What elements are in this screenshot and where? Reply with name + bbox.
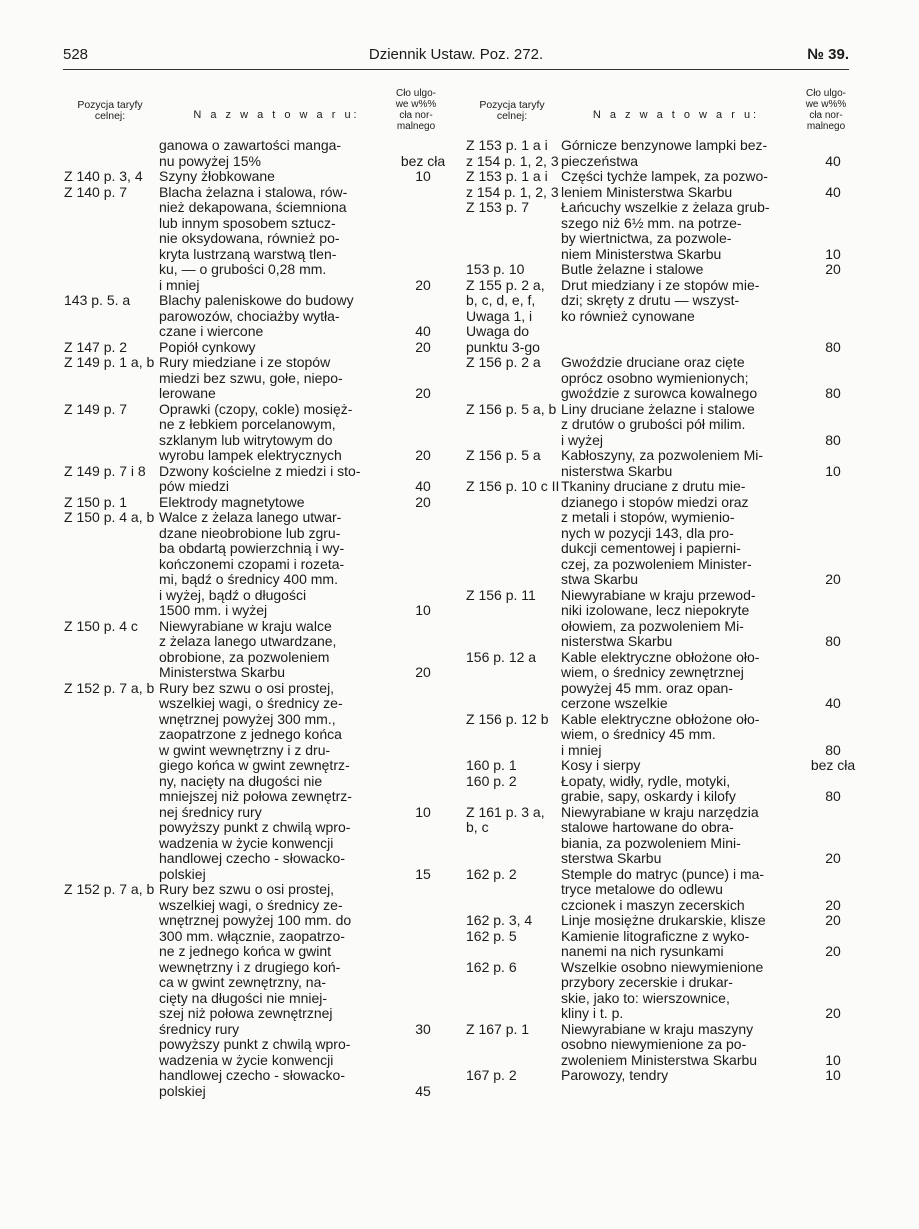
duty-rate: 80 <box>825 385 841 401</box>
duty-rate: 20 <box>825 571 841 587</box>
duty-rate: 20 <box>825 850 841 866</box>
tariff-entry <box>466 200 856 262</box>
tariff-entry <box>466 138 856 169</box>
tariff-position: Z 150 p. 1 <box>64 493 128 510</box>
tariff-position: Z 149 p. 1 a, b <box>64 354 155 370</box>
duty-rate: 30 <box>415 1020 431 1037</box>
goods-name: ganowa o zawartości manga- nu powyżej 15% <box>159 137 342 169</box>
tariff-entry <box>64 681 446 821</box>
tariff-position: Z 156 p. 10 c II <box>466 478 560 494</box>
goods-name: Blachy paleniskowe do budowy parowozów, chociażby wytła- czane i wiercone <box>159 292 354 339</box>
left-column-header <box>64 88 446 138</box>
goods-name: Kable elektryczne obłożone oło- wiem, o średnicy 45 mm. i mniej <box>561 710 760 758</box>
tariff-entry <box>466 712 856 759</box>
tariff-entry <box>64 402 446 464</box>
goods-name: Parowozy, tendry <box>561 1067 669 1083</box>
tariff-position: Z 167 p. 1 <box>466 1020 530 1037</box>
goods-name: Rury miedziane i ze stopów miedzi bez szwu, gołe, niepo- lerowane <box>159 354 343 401</box>
tariff-position: Z 149 p. 7 i 8 <box>64 462 146 479</box>
position-header: Pozycja taryfy celnej: <box>77 99 143 122</box>
tariff-entry <box>64 619 446 681</box>
duty-rate: 20 <box>415 276 431 293</box>
goods-name: Rury bez szwu o osi prostej, wszelkiej wagi, o średnicy ze- wnętrznej powyżej 300 mm., zaopatrzone z jednego końca w gwint wewnętrzny i z dru- giego końca w gwint zewnętrz- ny, nacięty na długości nie mniejszej niż połowa zewnętrz- nej średnicy rury <box>159 679 352 820</box>
right-entries <box>466 138 856 1084</box>
duty-rate: 20 <box>415 664 431 680</box>
page-number: 528 <box>63 46 89 63</box>
tariff-entry <box>64 882 446 1037</box>
duty-rate: 40 <box>415 323 431 339</box>
goods-name: Części tychże lampek, za pozwo- leniem Ministerstwa Skarbu <box>561 168 768 200</box>
duty-rate: 20 <box>415 385 431 401</box>
tariff-position: Z 150 p. 4 a, b <box>64 509 155 525</box>
duty-rate: 10 <box>415 803 431 820</box>
goods-name: Drut miedziany i ze stopów mie- dzi; skręty z drutu — wszyst- ko również cynowane <box>561 276 760 324</box>
duty-rate: 40 <box>825 695 841 711</box>
tariff-position: Z 161 p. 3 a, b, c <box>466 803 545 835</box>
tariff-entry <box>466 805 856 867</box>
duty-rate: bez cła <box>810 757 856 773</box>
goods-name: Kosy i sierpy <box>561 757 641 773</box>
tariff-position: Z 156 p. 5 a, b <box>466 400 557 417</box>
goods-name: Kamienie litograficzne z wyko- nanemi na nich rysunkami <box>561 927 750 959</box>
goods-name: Kable elektryczne obłożone oło- wiem, o średnicy zewnętrznej powyżej 45 mm. oraz opan- cerzone wszelkie <box>561 648 760 711</box>
tariff-position: 160 p. 1 <box>466 757 517 773</box>
tariff-entry <box>64 1037 446 1099</box>
tariff-position: Z 147 p. 2 <box>64 338 128 355</box>
duty-rate: 10 <box>825 1051 841 1068</box>
name-header: N a z w a t o w a r u: <box>592 109 760 121</box>
tariff-position: Z 153 p. 1 a i z 154 p. 1, 2, 3 <box>466 168 559 200</box>
goods-name: Tkaniny druciane z drutu mie- dzianego i stopów miedzi oraz z metali i stopów, wymienio- nych w pozycji 143, dla pro- dukcji cementowej i papierni- czej, za pozwoleniem Minister- stwa Skarbu <box>561 478 752 587</box>
duty-rate: 20 <box>415 338 431 355</box>
goods-name: Liny druciane żelazne i stalowe z drutów o grubości pół milim. i wyżej <box>561 400 755 448</box>
tariff-position: Z 140 p. 7 <box>64 183 128 200</box>
tariff-position: Z 156 p. 11 <box>466 586 536 603</box>
tariff-entry <box>466 588 856 650</box>
goods-name: Gwoździe druciane oraz cięte oprócz osobno wymienionych; gwoździe z surowca kowalnego <box>561 354 758 401</box>
goods-name: powyższy punkt z chwilą wpro- wadzenia w życie konwencji handlowej czecho - słowacko- polskiej <box>159 1036 351 1099</box>
duty-rate: 20 <box>825 896 841 913</box>
tariff-position: 160 p. 2 <box>466 772 517 789</box>
duty-rate: 40 <box>825 183 841 200</box>
tariff-entry <box>466 774 856 805</box>
left-column <box>64 88 446 1099</box>
duty-rate: 10 <box>825 462 841 479</box>
tariff-entry <box>64 169 446 185</box>
goods-name: Walce z żelaza lanego utwar- dzane nieobrobione lub zgru- ba obdartą powierzchnią i wy- kończonemi czopami i rozeta- mi, bądź o średnicy 400 mm. i wyżej, bądź o długości 1500 mm. i wyżej <box>159 509 345 618</box>
tariff-entry <box>64 510 446 619</box>
tariff-entry <box>466 278 856 356</box>
tariff-entry <box>466 402 856 449</box>
tariff-position: 156 p. 12 a <box>466 648 537 665</box>
duty-rate: 10 <box>825 1067 841 1083</box>
goods-name: Blacha żelazna i stalowa, rów- nież dekapowana, ściemniona lub innym sposobem sztucz- nie oksydowana, również po- kryta lustrzaną warstwą tlen- ku, — o grubości 0,28 mm. i mniej <box>159 183 348 293</box>
goods-name: Wszelkie osobno niewymienione przybory zecerskie i drukar- skie, jako to: wierszownice, kliny i t. p. <box>561 958 764 1021</box>
tariff-entry <box>466 169 856 200</box>
goods-name: Niewyrabiane w kraju narzędzia stalowe hartowane do obra- biania, za pozwoleniem Mini- sterstwa Skarbu <box>561 803 759 866</box>
page-header <box>63 46 849 66</box>
duty-rate: 40 <box>415 478 431 494</box>
tariff-position: 162 p. 5 <box>466 927 517 944</box>
goods-name: Butle żelazne i stalowe <box>561 261 704 277</box>
tariff-entry <box>466 650 856 712</box>
goods-name: Dzwony kościelne z miedzi i sto- pów miedzi <box>159 462 361 494</box>
duty-rate: 20 <box>415 447 431 463</box>
goods-name: Popiół cynkowy <box>159 338 256 355</box>
tariff-entry <box>466 1068 856 1084</box>
goods-name: Górnicze benzynowe lampki bez- pieczeństwa <box>561 137 768 169</box>
duty-rate: 10 <box>415 602 431 618</box>
tariff-entry <box>466 355 856 402</box>
duty-rate: 80 <box>825 338 841 355</box>
tariff-entry <box>64 185 446 294</box>
journal-title: Dziennik Ustaw. Poz. 272. <box>368 46 544 63</box>
position-header: Pozycja taryfy celnej: <box>479 99 545 122</box>
duty-rate: 20 <box>825 943 841 959</box>
tariff-position <box>64 138 159 169</box>
duty-rate: 80 <box>825 431 841 448</box>
tariff-position: 162 p. 3, 4 <box>466 912 533 928</box>
tariff-entry <box>64 495 446 511</box>
tariff-position: Z 140 p. 3, 4 <box>64 168 143 184</box>
tariff-position: Z 156 p. 2 a <box>466 354 541 370</box>
goods-name: powyższy punkt z chwilą wpro- wadzenia w życie konwencji handlowej czecho - słowacko- polskiej <box>159 819 351 882</box>
goods-name: Oprawki (czopy, cokle) mosięż- ne z łebkiem porcelanowym, szklanym lub witrytowym do wyrobu lampek elektrycznych <box>159 400 353 463</box>
tariff-position: Z 149 p. 7 <box>64 400 128 417</box>
goods-name: Łopaty, widły, rydle, motyki, grabie, sapy, oskardy i kilofy <box>561 772 736 804</box>
tariff-entry <box>64 340 446 356</box>
tariff-entry <box>466 1022 856 1069</box>
tariff-entry <box>64 138 446 169</box>
tariff-entry <box>466 262 856 278</box>
tariff-entry <box>64 355 446 402</box>
right-column-header <box>466 88 856 138</box>
tariff-position <box>64 1037 159 1099</box>
tariff-position: Z 156 p. 5 a <box>466 447 541 463</box>
rate-header: Cło ulgo- we w%% cła nor- malnego <box>395 88 437 132</box>
tariff-position: Z 150 p. 4 c <box>64 617 138 634</box>
duty-rate: 10 <box>415 168 431 184</box>
left-entries <box>64 138 446 1099</box>
duty-rate: 80 <box>825 633 841 649</box>
tariff-entry <box>64 293 446 340</box>
tariff-position: 143 p. 5. a <box>64 292 131 308</box>
goods-name: Niewyrabiane w kraju przewod- niki izolowane, lecz niepokryte ołowiem, za pozwoleniem Mi- nisterstwa Skarbu <box>561 586 756 649</box>
tariff-position: Z 156 p. 12 b <box>466 710 549 727</box>
tariff-position: Z 153 p. 1 a i z 154 p. 1, 2, 3 <box>466 137 559 169</box>
goods-name: Łańcuchy wszelkie z żelaza grub- szego niż 6½ mm. na potrze- by wiertnictwa, za pozwole- niem Ministerstwa Skarbu <box>561 199 770 262</box>
rate-header: Cło ulgo- we w%% cła nor- malnego <box>805 88 847 132</box>
goods-name: Niewyrabiane w kraju maszyny osobno niewymienione za po- zwoleniem Ministerstwa Skarbu <box>561 1020 758 1068</box>
goods-name: Elektrody magnetytowe <box>159 493 305 510</box>
tariff-entry <box>466 448 856 479</box>
tariff-position: Z 152 p. 7 a, b <box>64 679 155 696</box>
duty-rate: 15 <box>415 865 431 882</box>
tariff-position: Z 155 p. 2 a, b, c, d, e, f, Uwaga 1, i Uwaga do punktu 3-go <box>466 276 545 355</box>
duty-rate: 20 <box>825 1005 841 1021</box>
tariff-entry <box>466 758 856 774</box>
goods-name: Niewyrabiane w kraju walce z żelaza lanego utwardzane, obrobione, za pozwoleniem Ministerstwa Skarbu <box>159 617 337 680</box>
goods-name: Szyny żłobkowane <box>159 168 275 184</box>
issue-number: № 39. <box>807 46 849 63</box>
duty-rate: bez cła <box>400 152 446 169</box>
goods-name: Kabłoszyny, za pozwoleniem Mi- nisterstwa Skarbu <box>561 447 764 479</box>
tariff-entry <box>466 929 856 960</box>
duty-rate: 80 <box>825 788 841 804</box>
duty-rate: 20 <box>415 493 431 510</box>
tariff-entry <box>466 913 856 929</box>
duty-rate: 10 <box>825 245 841 262</box>
tariff-entry <box>466 479 856 588</box>
duty-rate: 20 <box>825 912 841 928</box>
tariff-position: Z 153 p. 7 <box>466 199 530 215</box>
tariff-position: 153 p. 10 <box>466 261 525 277</box>
tariff-position: 162 p. 2 <box>466 865 517 882</box>
goods-name: Rury bez szwu o osi prostej, wszelkiej wagi, o średnicy ze- wnętrznej powyżej 100 mm. do 300 mm. włącznie, zaopatrzo- ne z jednego końca w gwint wewnętrzny i z drugiego koń- ca w gwint zewnętrzny, na- cięty na długości nie mniej- szej niż połowa zewnętrznej średnicy rury <box>159 881 352 1037</box>
header-rule <box>63 69 849 70</box>
duty-rate: 20 <box>825 261 841 277</box>
tariff-entry <box>466 867 856 914</box>
goods-name: Stemple do matryc (punce) i ma- tryce metalowe do odlewu czcionek i maszyn zecerskich <box>561 865 765 913</box>
tariff-entry <box>64 464 446 495</box>
right-column <box>466 88 856 1084</box>
goods-name: Linje mosiężne drukarskie, klisze <box>561 912 766 928</box>
tariff-entry <box>64 820 446 882</box>
duty-rate: 80 <box>825 741 841 758</box>
duty-rate: 40 <box>825 152 841 169</box>
tariff-entry <box>466 960 856 1022</box>
duty-rate: 45 <box>415 1082 431 1099</box>
name-header: N a z w a t o w a r u: <box>193 109 360 121</box>
tariff-position: Z 152 p. 7 a, b <box>64 881 155 897</box>
tariff-position <box>64 820 159 882</box>
tariff-position: 167 p. 2 <box>466 1067 517 1083</box>
tariff-position: 162 p. 6 <box>466 958 517 975</box>
